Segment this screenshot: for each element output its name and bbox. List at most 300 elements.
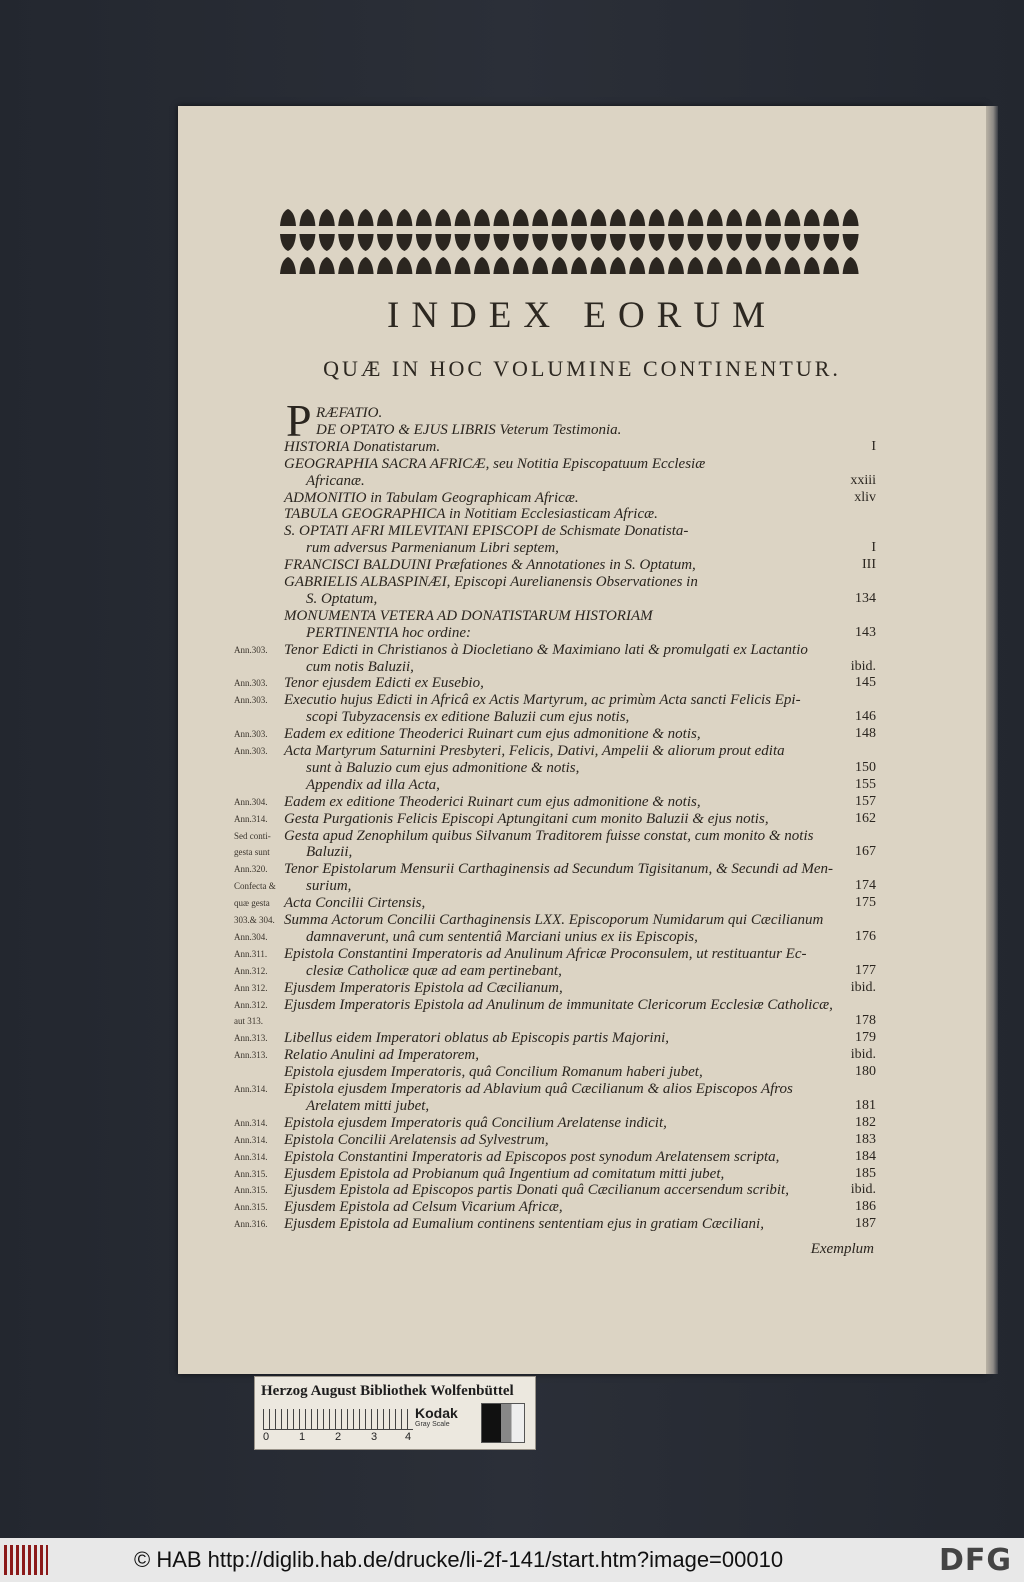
ruler-number: 3 — [371, 1431, 378, 1443]
palmette-icon — [649, 257, 665, 274]
ornament-dot — [558, 230, 561, 233]
ornament-dot — [519, 226, 522, 229]
palmette-icon — [435, 257, 451, 274]
measurement-ruler — [263, 1409, 413, 1430]
palmette-icon — [649, 234, 665, 251]
entry-text: Tenor Edicti in Christianos à Diocletiano & Maximiano lati & promulgati ex Lactantio — [284, 641, 808, 658]
entry-text: Executio hujus Edicti in Africâ ex Actis Martyrum, ac primùm Acta sancti Felicis Epi- — [284, 692, 801, 709]
palmette-icon — [474, 234, 490, 251]
marginal-year: Ann.314. — [234, 1117, 268, 1128]
marginal-year: Ann.313. — [234, 1050, 268, 1061]
page-number: 175 — [855, 895, 876, 911]
palmette-icon — [571, 209, 587, 226]
ornament-dot — [558, 226, 561, 229]
index-entry — [178, 1215, 986, 1233]
footer-bar — [0, 1538, 1024, 1582]
index-entry — [178, 1080, 986, 1098]
palmette-icon — [280, 209, 296, 226]
index-entry — [178, 1148, 986, 1166]
palmette-icon — [668, 257, 684, 274]
entry-text: Relatio Anulini ad Imperatorem, — [284, 1047, 479, 1064]
palmette-icon — [416, 234, 432, 251]
palmette-icon — [629, 257, 645, 274]
marginal-year: Ann.315. — [234, 1202, 268, 1213]
entry-text: Epistola Constantini Imperatoris ad Episcopos post synodum Arelatensem scripta, — [284, 1148, 780, 1165]
ornament-dot — [422, 230, 425, 233]
gray-scale-swatch — [481, 1403, 525, 1443]
palmette-icon — [493, 209, 509, 226]
entry-text: Tenor ejusdem Edicti ex Eusebio, — [284, 675, 484, 692]
palmette-icon — [746, 209, 762, 226]
index-entry — [178, 945, 986, 963]
palmette-icon — [455, 209, 471, 226]
ornament-dot — [480, 274, 483, 277]
palmette-icon — [552, 234, 568, 251]
ornament-dot — [461, 226, 464, 229]
index-entry — [178, 911, 986, 929]
ornament-dot — [558, 274, 561, 277]
ornament-dot — [674, 230, 677, 233]
palmette-icon — [765, 257, 781, 274]
ornament-dot — [655, 226, 658, 229]
ornament-dot — [791, 226, 794, 229]
index-entry — [178, 708, 986, 726]
palmette-icon — [513, 209, 529, 226]
index-entry — [178, 505, 986, 523]
ornament-dot — [713, 226, 716, 229]
ornament-dot — [325, 274, 328, 277]
ornament-dot — [830, 230, 833, 233]
library-name: Herzog August Bibliothek Wolfenbüttel — [261, 1383, 514, 1399]
ornament-dot — [849, 230, 852, 233]
page-edge — [986, 106, 998, 1374]
palmette-icon — [629, 234, 645, 251]
marginal-year: Ann.314. — [234, 1151, 268, 1162]
index-entry — [178, 776, 986, 794]
ornament-dot — [403, 226, 406, 229]
ornament-dot — [713, 274, 716, 277]
palmette-icon — [377, 209, 393, 226]
entry-text: Eadem ex editione Theoderici Ruinart cum ejus admonitione & notis, — [284, 726, 701, 743]
entry-text: Tenor Epistolarum Mensurii Carthaginensis ad Secundum Tigisitanum, & Secundi ad Men- — [284, 861, 834, 878]
ruler-number: 0 — [263, 1431, 270, 1443]
palmette-icon — [474, 209, 490, 226]
ornament-dot — [577, 274, 580, 277]
page-number: 181 — [855, 1097, 876, 1113]
page-number: ibid. — [850, 658, 876, 674]
entry-text: HISTORIA Donatistarum. — [284, 438, 441, 455]
palmette-icon — [687, 257, 703, 274]
index-entry — [178, 793, 986, 811]
entry-text: Libellus eidem Imperatori oblatus ab Episcopis partis Majorini, — [284, 1030, 669, 1047]
palmette-icon — [396, 234, 412, 251]
catchword: Exemplum — [810, 1241, 874, 1257]
index-entry — [178, 472, 986, 490]
ornament-dot — [597, 274, 600, 277]
footer-link[interactable]: © HAB http://diglib.hab.de/drucke/li-2f-141/start.htm?image=00010 — [134, 1547, 784, 1572]
ornament-dot — [480, 230, 483, 233]
ornament-dot — [461, 274, 464, 277]
entry-text: surium, — [306, 878, 352, 895]
entry-text: clesiæ Catholicæ quæ ad eam pertinebant, — [306, 962, 562, 979]
index-entry — [178, 607, 986, 625]
palmette-icon — [610, 209, 626, 226]
palmette-icon — [843, 234, 859, 251]
page-number: 187 — [855, 1216, 876, 1232]
ornament-dot — [810, 226, 813, 229]
index-entry — [178, 742, 986, 760]
entry-text: PERTINENTIA hoc ordine: — [306, 624, 471, 641]
entry-text: S. Optatum, — [306, 590, 378, 607]
ornament-dot — [519, 274, 522, 277]
palmette-icon — [629, 209, 645, 226]
palmette-icon — [823, 257, 839, 274]
palmette-icon — [804, 209, 820, 226]
palmette-icon — [726, 209, 742, 226]
entry-text: Ejusdem Epistola ad Eumalium continens sententiam ejus in gratiam Cæciliani, — [284, 1216, 764, 1233]
palmette-icon — [416, 209, 432, 226]
palmette-icon — [377, 234, 393, 251]
palmette-icon — [474, 257, 490, 274]
entry-text: Ejusdem Epistola ad Probianum quâ Ingentium ad comitatum mitti jubet, — [284, 1165, 725, 1182]
index-entry — [178, 1181, 986, 1199]
index-entry — [178, 928, 986, 946]
ornament-dot — [810, 230, 813, 233]
entry-text: cum notis Baluzii, — [306, 658, 414, 675]
marginal-year: Ann.303. — [234, 729, 268, 740]
marginal-year: Ann.314. — [234, 813, 268, 824]
entry-text: TABULA GEOGRAPHICA in Notitiam Ecclesiasticam Africæ. — [284, 506, 658, 523]
ornament-dot — [655, 230, 658, 233]
index-entry — [178, 624, 986, 642]
palmette-icon — [435, 209, 451, 226]
page-number: III — [862, 557, 876, 573]
ornament-dot — [500, 226, 503, 229]
ruler-number: 2 — [335, 1431, 342, 1443]
index-entry — [178, 674, 986, 692]
scanned-page — [178, 106, 986, 1374]
palmette-icon — [280, 234, 296, 251]
entry-text: Epistola Constantini Imperatoris ad Anulinum Africæ Proconsulem, ut restituantur Ec- — [284, 945, 807, 962]
library-color-card — [254, 1376, 536, 1450]
ornament-dot — [403, 274, 406, 277]
page-number: 155 — [855, 776, 876, 792]
ornament-dot — [364, 230, 367, 233]
marginal-year: Ann.314. — [234, 1134, 268, 1145]
index-entry — [178, 996, 986, 1014]
ornament-dot — [616, 230, 619, 233]
ornament-dot — [636, 226, 639, 229]
page-number: 145 — [855, 675, 876, 691]
ornament-dot — [539, 230, 542, 233]
grayscale-label: Gray Scale — [415, 1421, 450, 1428]
index-entry — [178, 421, 986, 439]
ornament-dot — [616, 274, 619, 277]
entry-text: rum adversus Parmenianum Libri septem, — [306, 540, 559, 557]
entry-text: Epistola ejusdem Imperatoris ad Ablavium quâ Cæcilianum & alios Episcopos Afros — [284, 1081, 793, 1097]
entry-text: Appendix ad illa Acta, — [306, 776, 440, 793]
ornament-dot — [791, 274, 794, 277]
ornament-dot — [771, 230, 774, 233]
page-number: 162 — [855, 810, 876, 826]
marginal-year: Ann.303. — [234, 746, 268, 756]
ornament-dot — [345, 274, 348, 277]
ornament-dot — [694, 226, 697, 229]
entry-text: MONUMENTA VETERA AD DONATISTARUM HISTORIAM — [284, 607, 653, 624]
page-number: 177 — [855, 962, 876, 978]
ornament-dot — [286, 274, 289, 277]
ornament-dot — [364, 274, 367, 277]
entry-text: Acta Concilii Cirtensis, — [284, 895, 426, 912]
page-number: 180 — [855, 1064, 876, 1080]
ornament-dot — [539, 226, 542, 229]
entry-text: Ejusdem Imperatoris Epistola ad Anulinum de immunitate Clericorum Ecclesiæ Catholicæ, — [284, 996, 833, 1013]
palmette-icon — [610, 257, 626, 274]
palmette-icon — [416, 257, 432, 274]
page-number: ibid. — [850, 1182, 876, 1198]
palmette-icon — [784, 209, 800, 226]
palmette-icon — [784, 257, 800, 274]
index-entry — [178, 438, 986, 456]
palmette-icon — [590, 257, 606, 274]
palmette-icon — [707, 209, 723, 226]
ornament-dot — [383, 274, 386, 277]
page-number: 167 — [855, 844, 876, 860]
ornament-dot — [442, 230, 445, 233]
index-entry — [178, 843, 986, 861]
entry-text: damnaverunt, unâ cum sententiâ Marciani unius ex iis Episcopis, — [306, 928, 698, 945]
index-entry — [178, 489, 986, 507]
palmette-icon — [338, 257, 354, 274]
palmette-icon — [687, 209, 703, 226]
dfg-logo: DFG — [938, 1543, 1012, 1578]
ornament-dot — [422, 274, 425, 277]
marginal-year: 303.& 304. — [234, 915, 275, 925]
marginal-year: Sed conti- — [234, 830, 271, 841]
palmette-icon — [571, 257, 587, 274]
palmette-icon — [358, 257, 374, 274]
palmette-icon — [804, 257, 820, 274]
marginal-year: Ann.316. — [234, 1219, 268, 1230]
palmette-icon — [804, 234, 820, 251]
ornament-dot — [849, 226, 852, 229]
entry-text: ADMONITIO in Tabulam Geographicam Africæ. — [284, 489, 579, 506]
palmette-icon — [552, 257, 568, 274]
ornament-dot — [674, 226, 677, 229]
palmette-icon — [455, 234, 471, 251]
ornament-dot — [461, 230, 464, 233]
index-entry — [178, 979, 986, 997]
ornament-dot — [597, 230, 600, 233]
palmette-icon — [532, 257, 548, 274]
palmette-icon — [280, 257, 296, 274]
page-number: I — [871, 540, 876, 556]
ornament-dot — [286, 230, 289, 233]
marginal-year: Ann.320. — [234, 864, 268, 875]
index-entry — [178, 556, 986, 574]
ornament-dot — [286, 226, 289, 229]
page-number: ibid. — [850, 1047, 876, 1063]
entry-text: Arelatem mitti jubet, — [306, 1097, 430, 1114]
drop-cap: P — [286, 395, 312, 446]
ornament-dot — [597, 226, 600, 229]
entry-text: Baluzii, — [306, 844, 353, 861]
marginal-year: Ann.303. — [234, 695, 268, 706]
entry-text: Ejusdem Imperatoris Epistola ad Cæcilianum, — [284, 979, 563, 996]
palmette-icon — [532, 234, 548, 251]
marginal-year: Ann.303. — [234, 678, 268, 689]
entry-text: Epistola Concilii Arelatensis ad Sylvestrum, — [284, 1131, 549, 1148]
index-entry — [178, 1046, 986, 1064]
marginal-year: gesta sunt — [234, 847, 270, 858]
index-entry — [178, 691, 986, 709]
marginal-year: Ann.311. — [234, 948, 268, 959]
index-entry — [178, 827, 986, 845]
palmette-icon — [707, 234, 723, 251]
marginal-year: Ann.303. — [234, 644, 268, 655]
marginal-year: Ann 312. — [234, 982, 268, 993]
page-number: 176 — [855, 928, 876, 944]
ornament-dot — [752, 230, 755, 233]
index-entry — [178, 641, 986, 659]
entry-text: GABRIELIS ALBASPINÆI, Episcopi Aurelianensis Observationes in — [284, 574, 698, 590]
page-number: xliv — [854, 489, 876, 505]
page-number: 182 — [855, 1114, 876, 1130]
ornament-dot — [655, 274, 658, 277]
palmette-icon — [377, 257, 393, 274]
index-entry — [178, 1029, 986, 1047]
palmette-icon — [299, 257, 315, 274]
index-entry — [178, 1131, 986, 1149]
palmette-icon — [823, 234, 839, 251]
marginal-year: Ann.304. — [234, 796, 268, 807]
entry-text: sunt à Baluzio cum ejus admonitione & notis, — [306, 759, 580, 776]
ornament-dot — [306, 274, 309, 277]
index-entry — [178, 455, 986, 473]
ornament-dot — [383, 230, 386, 233]
entry-text: Africanæ. — [306, 472, 365, 489]
palmette-icon — [396, 257, 412, 274]
index-entry — [178, 860, 986, 878]
palmette-icon — [726, 257, 742, 274]
entry-text: FRANCISCI BALDUINI Præfationes & Annotationes in S. Optatum, — [284, 557, 696, 574]
index-entry — [178, 877, 986, 895]
ornament-dot — [849, 274, 852, 277]
ornament-dot — [383, 226, 386, 229]
palmette-icon — [493, 257, 509, 274]
ornament-dot — [733, 230, 736, 233]
ornament-dot — [442, 226, 445, 229]
palmette-icon — [319, 257, 335, 274]
page-number: 148 — [855, 726, 876, 742]
palmette-icon — [513, 234, 529, 251]
palmette-icon — [435, 234, 451, 251]
ornament-dot — [713, 230, 716, 233]
palmette-icon — [455, 257, 471, 274]
palmette-icon — [668, 234, 684, 251]
barcode-icon — [4, 1545, 48, 1575]
page-number: 157 — [855, 793, 876, 809]
entry-text: Epistola ejusdem Imperatoris quâ Concilium Arelatense indicit, — [284, 1114, 667, 1131]
page-subtitle: QUÆ IN HOC VOLUMINE CONTINENTUR. — [323, 356, 841, 381]
page-number: 174 — [855, 878, 876, 894]
palmette-icon — [299, 234, 315, 251]
page-number: 179 — [855, 1030, 876, 1046]
page-number: 186 — [855, 1199, 876, 1215]
marginal-year: Ann.313. — [234, 1033, 268, 1044]
index-entry — [178, 539, 986, 557]
ornament-dot — [830, 274, 833, 277]
palmette-icon — [765, 209, 781, 226]
palmette-icon — [299, 209, 315, 226]
ornament-dot — [674, 274, 677, 277]
ornament-dot — [325, 226, 328, 229]
ornament-dot — [694, 274, 697, 277]
palmette-icon — [571, 234, 587, 251]
ornament-dot — [480, 226, 483, 229]
page-number: 150 — [855, 759, 876, 775]
page-number: xxiii — [850, 472, 876, 488]
ornament-dot — [422, 226, 425, 229]
ornament-dot — [306, 226, 309, 229]
palmette-icon — [590, 209, 606, 226]
entry-text: Gesta apud Zenophilum quibus Silvanum Traditorem fuisse constat, cum monito & notis — [284, 827, 814, 844]
index-entry — [178, 1063, 986, 1081]
page-number: 178 — [855, 1013, 876, 1029]
index-entry — [178, 894, 986, 912]
entry-text: Epistola ejusdem Imperatoris, quâ Concilium Romanum haberi jubet, — [284, 1064, 703, 1081]
entry-text: Ejusdem Epistola ad Episcopos partis Donati quâ Cæcilianum accersendum scribit, — [284, 1182, 789, 1199]
ornament-dot — [364, 226, 367, 229]
entry-text: DE OPTATO & EJUS LIBRIS Veterum Testimonia. — [316, 421, 622, 438]
ornament-dot — [791, 230, 794, 233]
ornament-dot — [325, 230, 328, 233]
ornament-dot — [694, 230, 697, 233]
page-number: 134 — [855, 590, 876, 606]
palmette-icon — [784, 234, 800, 251]
marginal-year: Ann.312. — [234, 965, 268, 976]
ruler-number: 4 — [405, 1431, 412, 1443]
index-entry — [178, 590, 986, 608]
entry-text: Acta Martyrum Saturnini Presbyteri, Felicis, Dativi, Ampelii & aliorum prout edita — [284, 743, 785, 759]
index-entry — [178, 1198, 986, 1216]
entry-text: Summa Actorum Concilii Carthaginensis LXX. Episcoporum Numidarum qui Cæcilianum — [284, 912, 824, 928]
ornament-dot — [500, 230, 503, 233]
ornament-dot — [403, 230, 406, 233]
marginal-year: quæ gesta — [234, 898, 270, 909]
page-number: I — [871, 438, 876, 454]
page-number: 143 — [855, 624, 876, 640]
palmette-icon — [746, 234, 762, 251]
palmette-icon — [823, 209, 839, 226]
ornament-dot — [810, 274, 813, 277]
palmette-icon — [358, 234, 374, 251]
page-title: INDEX EORUM — [387, 295, 777, 336]
index-entry — [178, 810, 986, 828]
index-entry — [178, 962, 986, 980]
marginal-year: Ann.312. — [234, 999, 268, 1010]
marginal-year: Confecta & — [234, 881, 276, 892]
palmette-icon — [552, 209, 568, 226]
palmette-icon — [843, 209, 859, 226]
ornament-dot — [752, 274, 755, 277]
ornament-dot — [306, 230, 309, 233]
index-entry — [178, 1165, 986, 1183]
palmette-icon — [590, 234, 606, 251]
entry-text: GEOGRAPHIA SACRA AFRICÆ, seu Notitia Episcopatuum Ecclesiæ — [284, 455, 706, 472]
ornament-dot — [519, 230, 522, 233]
ornament-dot — [733, 274, 736, 277]
